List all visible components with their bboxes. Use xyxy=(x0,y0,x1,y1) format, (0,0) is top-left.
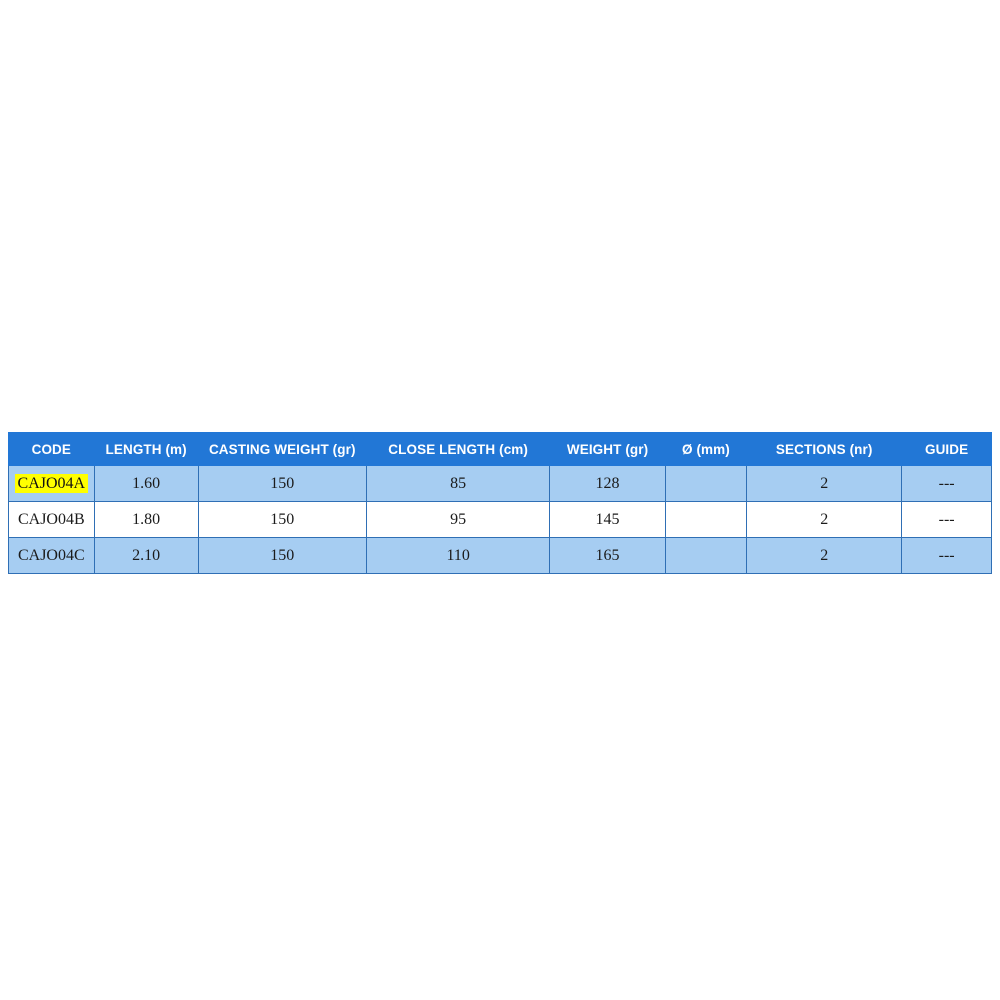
cell-length: 1.60 xyxy=(94,466,198,502)
cell-guide: --- xyxy=(902,466,992,502)
table-header-row xyxy=(9,433,992,466)
column-header-sections: SECTIONS (nr) xyxy=(747,433,902,466)
column-header-diameter: Ø (mm) xyxy=(665,433,747,466)
cell-sections: 2 xyxy=(747,502,902,538)
column-header-guide: GUIDE xyxy=(902,433,992,466)
cell-length: 1.80 xyxy=(94,502,198,538)
table-row xyxy=(9,466,992,502)
cell-code xyxy=(9,466,95,502)
table-header xyxy=(9,433,992,466)
table-body xyxy=(9,466,992,574)
column-header-casting-weight: CASTING WEIGHT (gr) xyxy=(198,433,366,466)
specification-table xyxy=(8,432,992,574)
cell-code: CAJO04B xyxy=(9,502,95,538)
table-row xyxy=(9,538,992,574)
cell-casting-weight: 150 xyxy=(198,502,366,538)
cell-guide: --- xyxy=(902,538,992,574)
cell-sections: 2 xyxy=(747,466,902,502)
cell-code: CAJO04C xyxy=(9,538,95,574)
column-header-length: LENGTH (m) xyxy=(94,433,198,466)
cell-diameter xyxy=(665,538,747,574)
cell-casting-weight: 150 xyxy=(198,466,366,502)
cell-diameter xyxy=(665,466,747,502)
column-header-code: CODE xyxy=(9,433,95,466)
column-header-close-length: CLOSE LENGTH (cm) xyxy=(366,433,550,466)
code-highlight: CAJO04A xyxy=(15,474,89,493)
column-header-weight: WEIGHT (gr) xyxy=(550,433,665,466)
cell-casting-weight: 150 xyxy=(198,538,366,574)
cell-weight: 165 xyxy=(550,538,665,574)
cell-close-length: 85 xyxy=(366,466,550,502)
cell-diameter xyxy=(665,502,747,538)
table-row xyxy=(9,502,992,538)
cell-length: 2.10 xyxy=(94,538,198,574)
specification-table-container xyxy=(8,432,992,574)
cell-close-length: 95 xyxy=(366,502,550,538)
cell-sections: 2 xyxy=(747,538,902,574)
cell-weight: 128 xyxy=(550,466,665,502)
cell-guide: --- xyxy=(902,502,992,538)
cell-weight: 145 xyxy=(550,502,665,538)
cell-close-length: 110 xyxy=(366,538,550,574)
